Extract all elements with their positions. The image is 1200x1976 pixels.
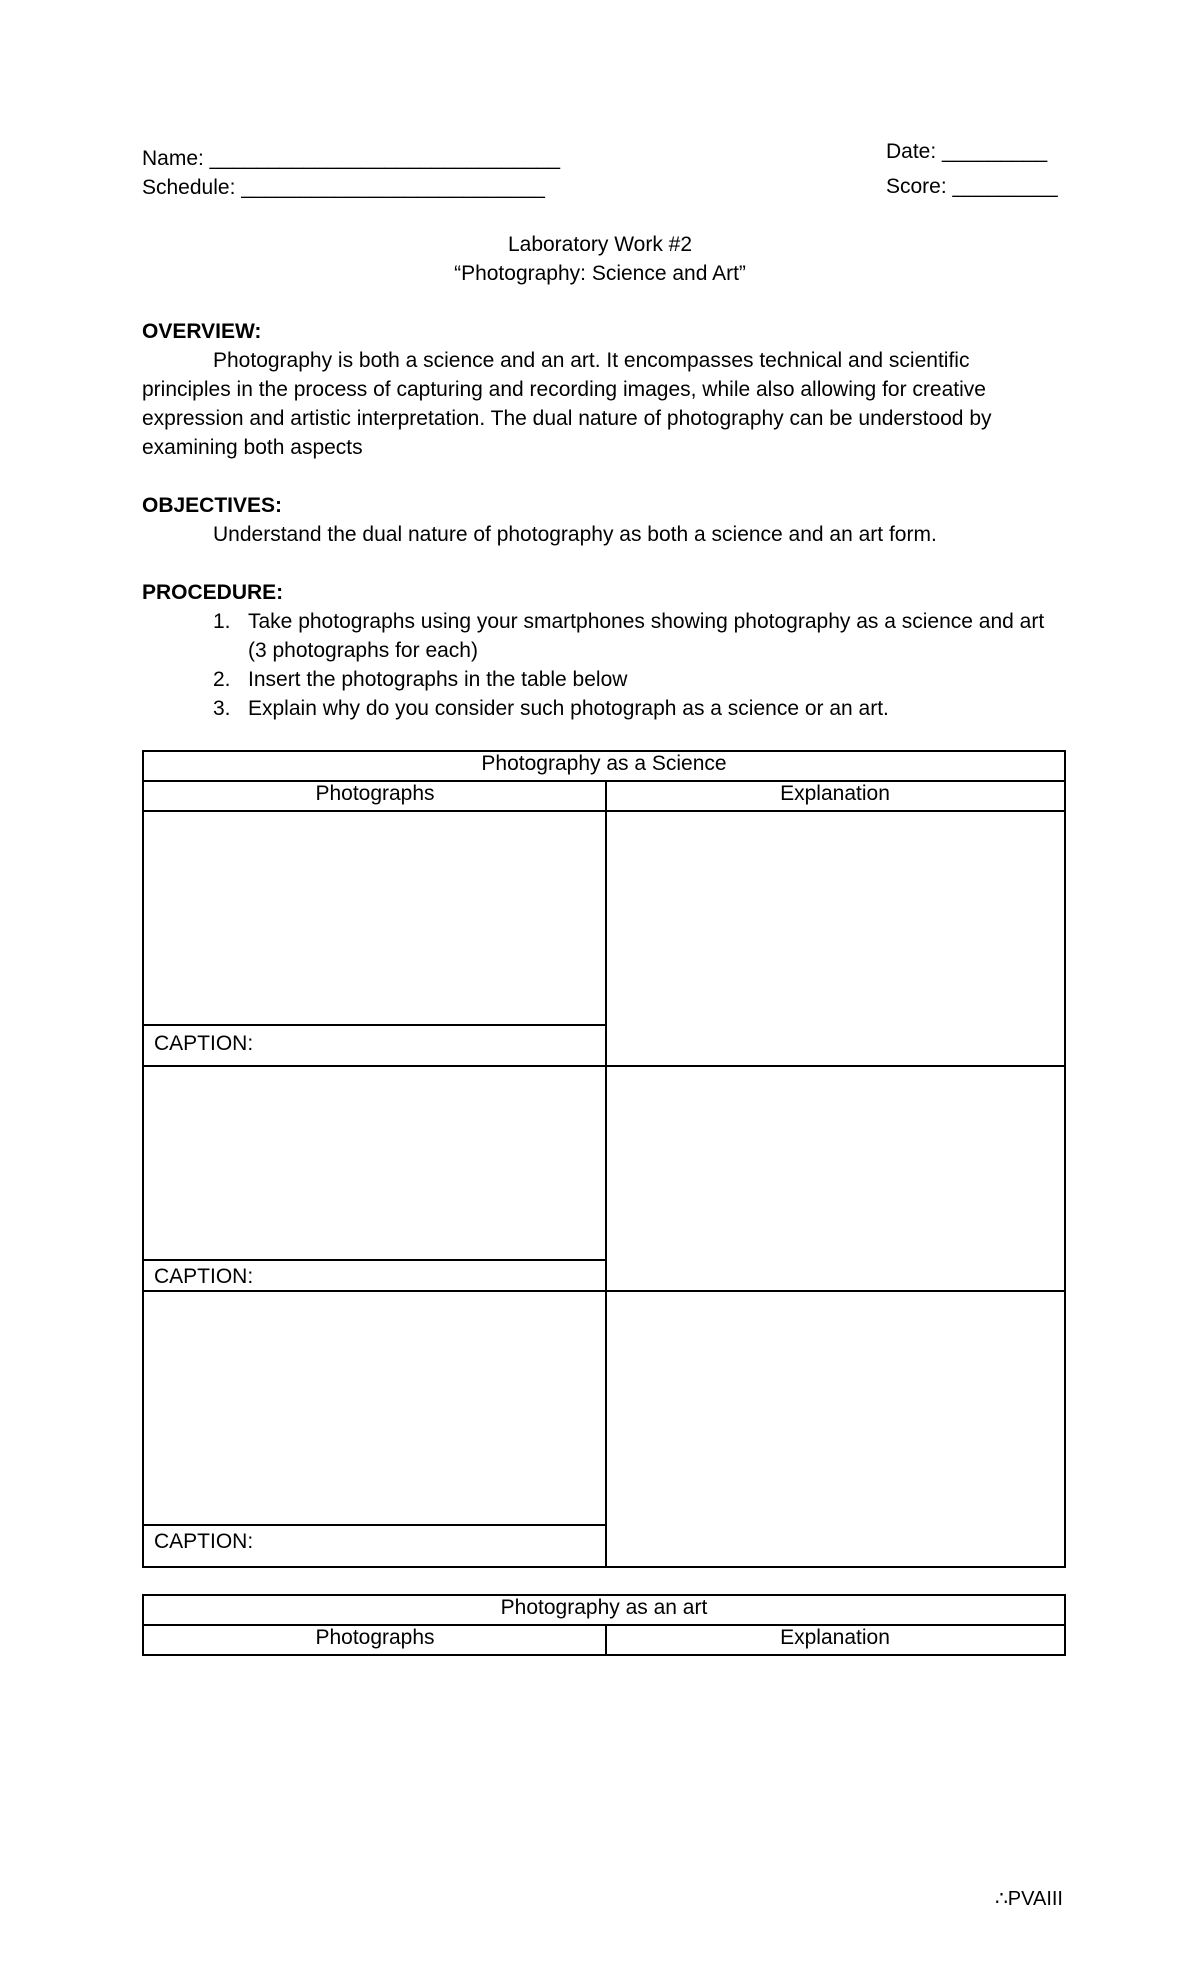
science-photo-slot-1[interactable]: [144, 812, 605, 1024]
caption-divider: [144, 1024, 605, 1026]
score-field[interactable]: Score: _________: [886, 175, 1058, 198]
science-table-title: Photography as a Science: [481, 752, 727, 775]
title-line-1: Laboratory Work #2: [507, 233, 693, 256]
science-explanation-slot-2[interactable]: [607, 1067, 1064, 1290]
science-explanation-slot-1[interactable]: [607, 812, 1064, 1065]
schedule-field[interactable]: Schedule: __________________________: [142, 176, 545, 199]
date-field[interactable]: Date: _________: [886, 140, 1048, 163]
objectives-heading: OBJECTIVES:: [142, 494, 283, 517]
art-col-explanation: Explanation: [780, 1626, 890, 1649]
overview-section: [142, 317, 1062, 462]
procedure-step: 1. Take photographs using your smartphones showing photography as a science and art (3 photographs for each): [213, 610, 1045, 662]
procedure-list: [142, 607, 1062, 723]
caption-divider: [144, 1524, 605, 1526]
procedure-step: 2. Insert the photographs in the table below: [213, 668, 628, 691]
caption-divider: [144, 1259, 605, 1261]
procedure-heading: PROCEDURE:: [142, 581, 284, 604]
science-explanation-slot-3[interactable]: [607, 1292, 1064, 1566]
overview-text: Photography is both a science and an art. It encompasses technical and scientific principles in the process of capturing and recording images, while also allowing for creative expression and artistic interpretation. The dual nature of photography can be understood by examining both aspects: [142, 349, 992, 459]
science-caption-2[interactable]: CAPTION:: [154, 1265, 254, 1288]
art-table-title: Photography as an art: [500, 1596, 708, 1619]
art-col-photographs: Photographs: [315, 1626, 435, 1649]
objectives-section: [142, 491, 1062, 549]
procedure-section: [142, 578, 1062, 723]
footer-mark: ∴PVAIII: [995, 1888, 1063, 1910]
procedure-step: 3. Explain why do you consider such photograph as a science or an art.: [213, 697, 889, 720]
student-info: [142, 144, 560, 202]
science-col-explanation: Explanation: [780, 782, 890, 805]
science-photo-slot-2[interactable]: [144, 1067, 605, 1259]
science-photo-slot-3[interactable]: [144, 1292, 605, 1524]
name-field[interactable]: Name: ______________________________: [142, 147, 561, 170]
science-caption-3[interactable]: CAPTION:: [154, 1530, 254, 1553]
overview-heading: OVERVIEW:: [142, 320, 262, 343]
objectives-text: Understand the dual nature of photography as both a science and an art form.: [213, 523, 937, 546]
title-line-2: “Photography: Science and Art”: [454, 262, 746, 285]
science-col-photographs: Photographs: [315, 782, 435, 805]
grading-info: [886, 137, 1058, 201]
science-table: [142, 750, 1066, 1568]
science-caption-1[interactable]: CAPTION:: [154, 1032, 254, 1055]
document-title: [0, 230, 1200, 288]
art-table: [142, 1594, 1066, 1656]
